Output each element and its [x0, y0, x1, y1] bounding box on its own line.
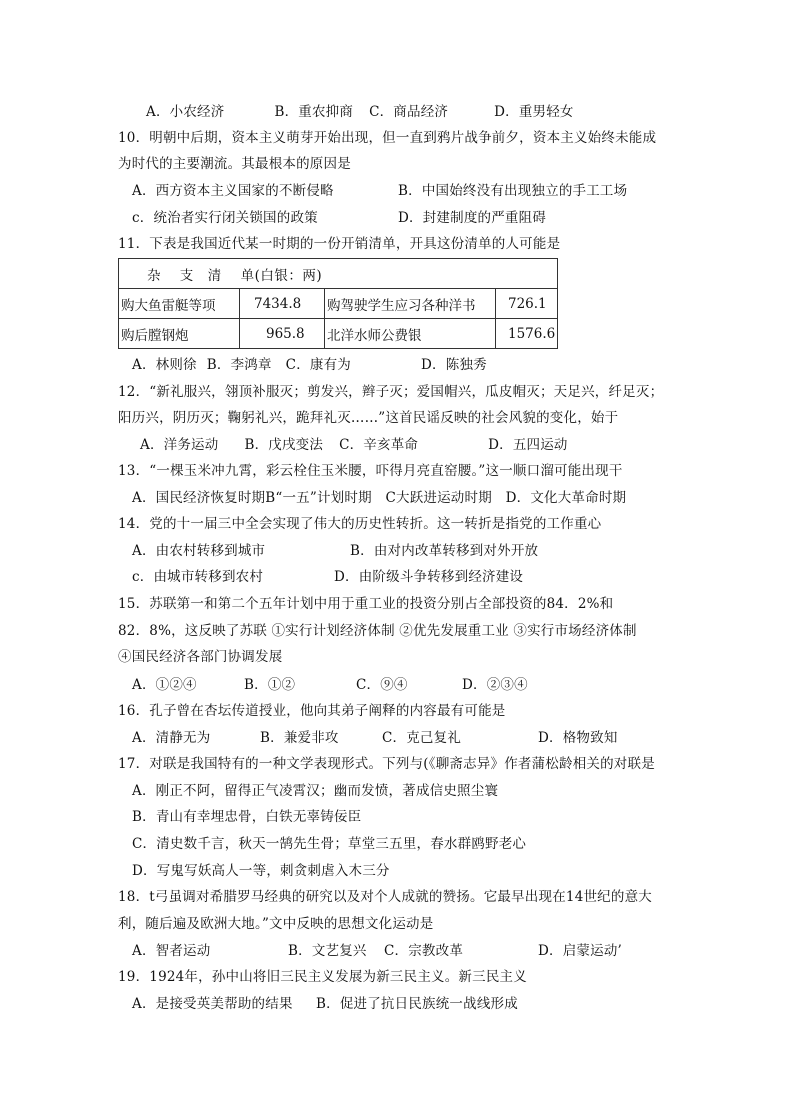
q15-option-a: A．①②④ [132, 677, 197, 693]
q9-option-a: A．小农经济 [146, 104, 225, 120]
q18-stem-line2: 利，随后遍及欧洲大地。”文中反映的思想文化运动是 [118, 916, 434, 932]
q14-option-a: A．由农村转移到城市 [132, 543, 266, 559]
q17-option-c: C．清史数千言，秋天一鹄先生骨；草堂三五里，春水群鸥野老心 [132, 836, 527, 852]
q11-option-b: B．李鸿章 [206, 357, 272, 373]
q9-option-b: B．重农抑商 [274, 104, 354, 120]
q12-options [140, 436, 568, 454]
q18-option-d: D．启蒙运动’ [538, 943, 623, 959]
expense-amount: 965.8 [240, 319, 325, 349]
expense-table [118, 258, 558, 349]
expense-table-row [119, 289, 558, 319]
q11-options [132, 356, 487, 374]
q19-option-a: A．是接受英美帮助的结果 [132, 996, 293, 1012]
q18-option-a: A．智者运动 [132, 943, 211, 959]
q10-option-d: D．封建制度的严重阻碍 [398, 210, 547, 226]
expense-amount: 7434.8 [240, 289, 325, 319]
expense-table-title: 杂 支 清 单(白银：两) [119, 259, 558, 289]
q17-option-a: A．刚正不阿，留得正气凌霄汉；幽而发愤，著成信史照尘寰 [132, 783, 499, 799]
q19-stem: 19．1924年，孙中山将旧三民主义发展为新三民主义。新三民主义 [118, 969, 527, 985]
q19-option-b: B．促进了抗日民族统一战线形成 [316, 996, 518, 1012]
q10-option-c: c．统治者实行闭关锁国的政策 [132, 210, 318, 226]
q15-option-d: D．②③④ [462, 677, 528, 693]
q18-stem-line1: 18．t弓虽调对希腊罗马经典的研究以及对个人成就的赞扬。它最早出现在14世纪的意大 [118, 889, 652, 905]
q9-option-d: D．重男轻女 [494, 104, 574, 120]
q11-option-a: A．林则徐 [132, 357, 197, 373]
expense-item: 购大鱼雷艇等项 [119, 289, 240, 319]
q14-option-d: D．由阶级斗争转移到经济建设 [334, 569, 524, 585]
expense-table-row [119, 319, 558, 349]
expense-item: 北洋水师公费银 [325, 319, 496, 349]
q17-option-b: B．青山有幸埋忠骨，白铁无辜铸佞臣 [132, 809, 362, 825]
q10-option-b: B．中国始终没有出现独立的手工工场 [398, 183, 628, 199]
q16-option-a: A．清静无为 [132, 730, 211, 746]
q13-options: A．国民经济恢复时期B“一五”计划时期 C大跃进运动时期 D．文化大革命时期 [132, 490, 627, 506]
q10-option-a: A．西方资本主义国家的不断侵略 [132, 183, 334, 199]
q15-option-b: B．①② [244, 677, 296, 693]
q14-option-b: B．由对内改革转移到对外开放 [350, 543, 539, 559]
q18-option-c: C．宗教改革 [384, 943, 464, 959]
q17-option-d: D．写鬼写妖高人一等，刺贪刺虐入木三分 [132, 863, 390, 879]
q16-option-d: D．格物致知 [538, 730, 618, 746]
expense-table-title-row [119, 259, 558, 289]
q16-option-b: B．兼爱非攻 [260, 730, 339, 746]
q11-option-d: D．陈独秀 [421, 357, 487, 373]
q15-stem-line3: ④国民经济各部门协调发展 [118, 649, 283, 665]
q15-option-c: C．⑨④ [356, 677, 408, 693]
q16-option-c: C．克己复礼 [382, 730, 462, 746]
q14-stem: 14．党的十一届三中全会实现了伟大的历史性转折。这一转折是指党的工作重心 [118, 516, 602, 532]
q12-stem-line2: 阳历兴，阴历灭；鞠躬礼兴，跪拜礼灭……”这首民谣反映的社会风貌的变化，始于 [118, 410, 619, 426]
q17-stem: 17．对联是我国特有的一种文学表现形式。下列与(《聊斋志异》作者蒲松龄相关的对联是 [118, 756, 655, 772]
expense-amount: 726.1 [496, 289, 558, 319]
q18-option-b: B．文艺复兴 [288, 943, 367, 959]
q11-option-c: C．康有为 [285, 357, 352, 373]
q12-option-d: D．五四运动 [488, 437, 568, 453]
q12-option-a: A．洋务运动 [140, 437, 219, 453]
q9-options [146, 103, 574, 121]
expense-amount: 1576.6 [496, 319, 558, 349]
expense-item: 购驾驶学生应习各种洋书 [325, 289, 496, 319]
expense-item: 购后膛钢炮 [119, 319, 240, 349]
q12-option-c: C．辛亥革命 [339, 437, 419, 453]
q10-stem-line1: 10．明朝中后期，资本主义萌芽开始出现，但一直到鸦片战争前夕，资本主义始终未能成 [118, 130, 657, 146]
q14-option-c: c．由城市转移到农村 [132, 569, 264, 585]
q11-stem: 11．下表是我国近代某一时期的一份开销清单，开具这份清单的人可能是 [118, 236, 561, 252]
q16-stem: 16．孔子曾在杏坛传道授业，他向其弟子阐释的内容最有可能是 [118, 703, 506, 719]
q12-option-b: B．戊戌变法 [244, 437, 324, 453]
q15-stem-line1: 15．苏联第一和第二个五年计划中用于重工业的投资分别占全部投资的84．2%和 [118, 596, 614, 612]
q12-stem-line1: 12．“新礼服兴，翎顶补服灭；剪发兴，辫子灭；爱国帽兴，瓜皮帽灭；天足兴，纤足灭； [118, 384, 664, 400]
q13-stem: 13．“一棵玉米冲九霄，彩云栓住玉米腰，吓得月亮直窑腰。”这一顺口溜可能出现干 [118, 463, 623, 479]
q10-stem-line2: 为时代的主要潮流。其最根本的原因是 [118, 156, 351, 172]
q9-option-c: C．商品经济 [369, 104, 449, 120]
q15-stem-line2: 82．8%，这反映了苏联 ①实行计划经济体制 ②优先发展重工业 ③实行市场经济体制 [118, 623, 637, 639]
